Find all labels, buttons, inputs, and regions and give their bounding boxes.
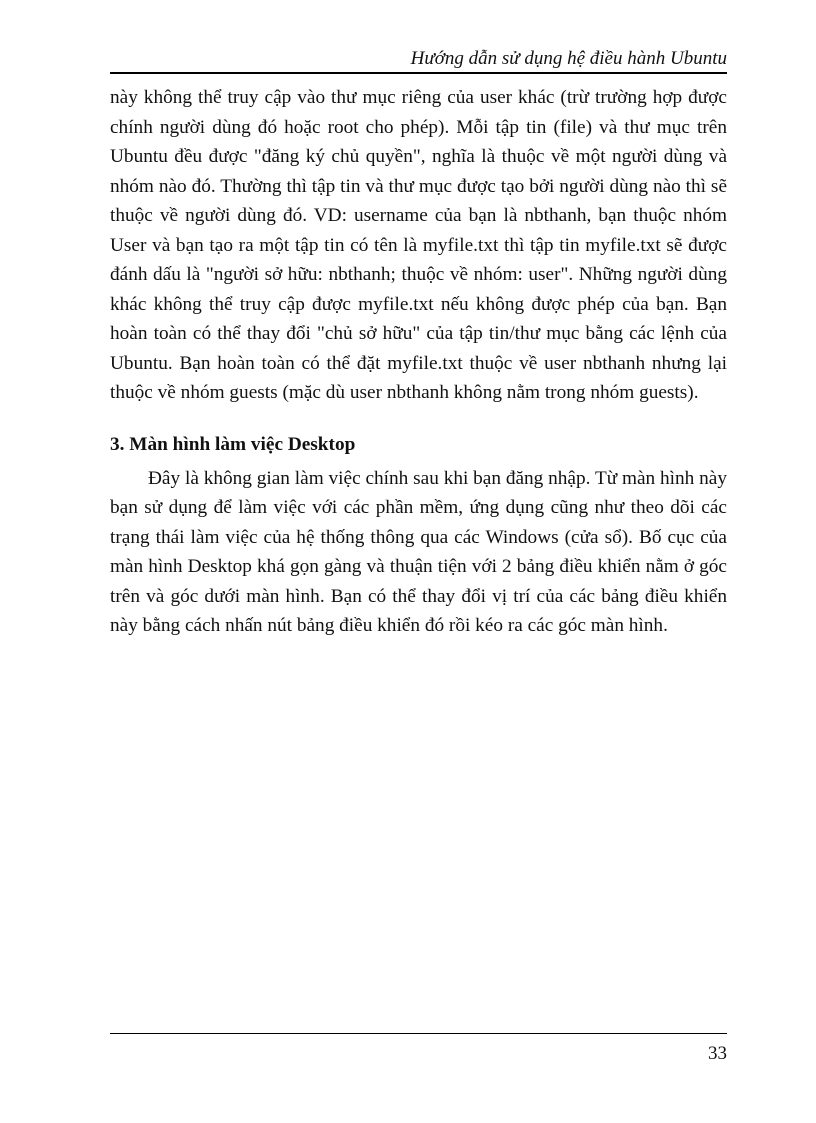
page-number: 33 <box>708 1043 727 1064</box>
page-header <box>110 44 727 74</box>
running-header-title: Hướng dẫn sử dụng hệ điều hành Ubuntu <box>410 48 727 69</box>
section-heading-desktop: 3. Màn hình làm việc Desktop <box>110 433 356 455</box>
page-body <box>110 83 727 641</box>
body-paragraph-1: này không thể truy cập vào thư mục riêng của user khác (trừ trường hợp được chính người dùng đó hoặc root cho phép). Mỗi tập tin (file) và thư mục trên Ubuntu đều được "đăng ký chủ quyền", nghĩa là thuộc về một người dùng và nhóm nào đó. Thường thì tập tin và thư mục được tạo bởi người dùng nào thì sẽ thuộc về người dùng đó. VD: username của bạn là nbthanh, bạn thuộc nhóm User và bạn tạo ra một tập tin có tên là myfile.txt thì tập tin myfile.txt sẽ được đánh dấu là "người sở hữu: nbthanh; thuộc về nhóm: user". Những người dùng khác không thể truy cập được myfile.txt nếu không được phép của bạn. Bạn hoàn toàn có thể thay đổi "chủ sở hữu" của tập tin/thư mục bằng các lệnh của Ubuntu. Bạn hoàn toàn có thể đặt myfile.txt thuộc về user nbthanh nhưng lại thuộc về nhóm guests (mặc dù user nbthanh không nằm trong nhóm guests). <box>110 87 727 403</box>
header-divider <box>110 72 727 74</box>
footer-divider <box>110 1033 727 1034</box>
body-paragraph-2: Đây là không gian làm việc chính sau khi bạn đăng nhập. Từ màn hình này bạn sử dụng để làm việc với các phần mềm, ứng dụng cũng như theo dõi các trạng thái làm việc của hệ thống thông qua các Windows (cửa sổ). Bố cục của màn hình Desktop khá gọn gàng và thuận tiện với 2 bảng điều khiển nằm ở góc trên và góc dưới màn hình. Bạn có thể thay đổi vị trí của các bảng điều khiển này bằng cách nhấn nút bảng điều khiển đó rồi kéo ra các góc màn hình. <box>110 467 727 636</box>
